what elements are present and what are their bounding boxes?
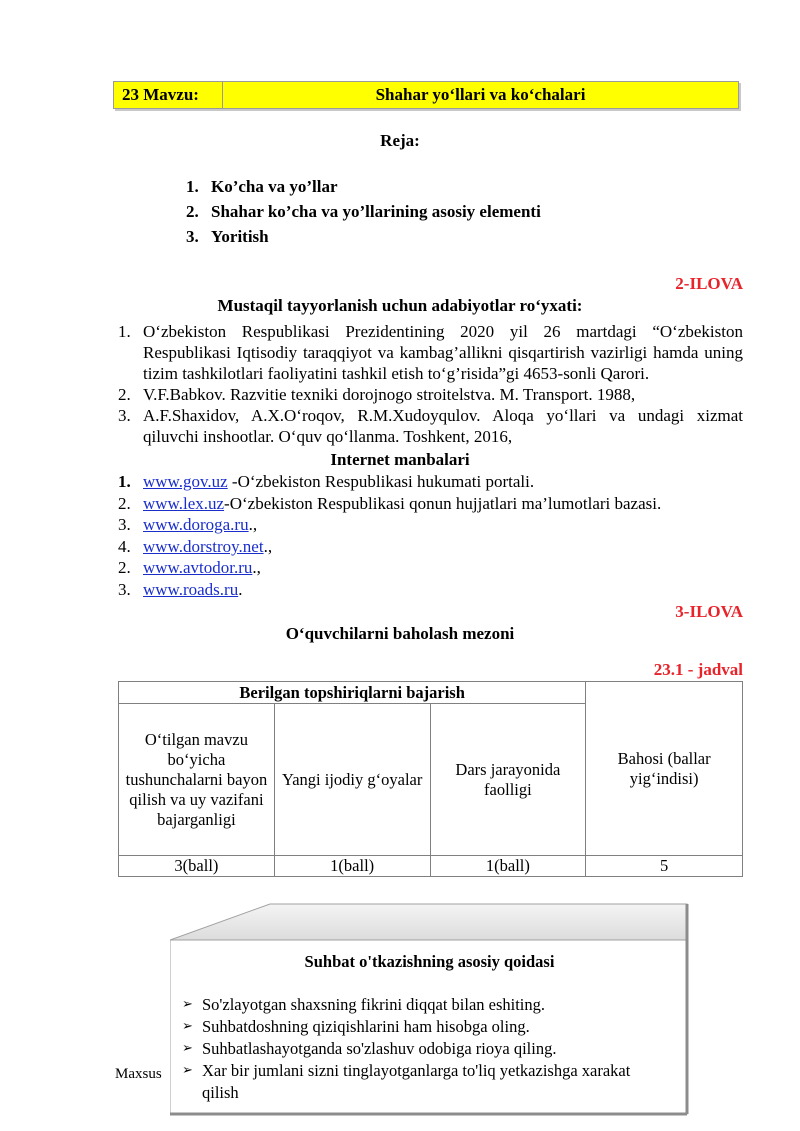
internet-item: 3. www.doroga.ru., [118, 515, 258, 535]
plan-heading: Reja: [380, 131, 420, 150]
link-lex[interactable]: www.lex.uz [143, 493, 225, 513]
link-doroga[interactable]: www.doroga.ru [143, 515, 249, 535]
literature-heading: Mustaqil tayyorlanish uchun adabiyotlar ro‘yxati: [217, 296, 583, 315]
table-label: 23.1 - jadval [653, 660, 743, 679]
internet-list [118, 471, 661, 601]
rule-item: ➢ Xar bir jumlani sizni tinglayotganlarga to'liq yetkazishga xarakat qilish [182, 1061, 631, 1102]
arrow-bullet-icon: ➢ [182, 1063, 193, 1078]
literature-item: 1. O‘zbekiston Respublikasi Prezidentining 2020 yil 26 martdagi “O‘zbekiston Respublikasi Iqtisodiy taraqqiyot va kambag’allikni qisqartirish vazirligi hamda uning tizim tashkilotlari faoliyatini tashkil etish to‘g’risida”gi 4653-sonli Qarori. [118, 322, 743, 383]
topic-bar [113, 81, 739, 109]
rules-list [182, 994, 632, 1104]
topic-number: 23 Mavzu: [114, 82, 223, 108]
literature-item: 2. V.F.Babkov. Razvitie texniki dorojnogo stroitelstva. M. Transport. 1988, [118, 385, 636, 404]
arrow-bullet-icon: ➢ [182, 997, 193, 1012]
plan-item: 3. Yoritish [186, 227, 269, 246]
footer-text: Maxsus [115, 1066, 162, 1082]
internet-heading: Internet manbalari [330, 450, 470, 469]
table-cell: 1(ball) [274, 856, 430, 877]
topic-title: Shahar yo‘llari va ko‘chalari [375, 85, 586, 104]
literature-list [118, 321, 743, 447]
table-col-total: Bahosi (ballar yig‘indisi) [586, 682, 743, 856]
rule-item: ➢ Suhbatdoshning qiziqishlarini ham hisobga oling. [182, 1017, 530, 1036]
criteria-heading: O‘quvchilarni baholash mezoni [285, 624, 515, 643]
rule-item: ➢ So'zlayotgan shaxsning fikrini diqqat bilan eshiting. [182, 995, 546, 1014]
link-dorstroy[interactable]: www.dorstroy.net [143, 536, 264, 556]
plan-item: 2. Shahar ko’cha va yo’llarining asosiy elementi [186, 202, 541, 221]
conversation-rules-card [170, 902, 689, 1116]
internet-item: 3. www.roads.ru. [118, 579, 243, 599]
literature-item: 3. A.F.Shaxidov, A.X.O‘roqov, R.M.Xudoyqulov. Aloqa yo‘llari va undagi xizmat qiluvchi inshootlar. O‘quv qo‘llanma. Toshkent, 2016, [118, 406, 743, 446]
internet-item: 1. www.gov.uz -O‘zbekiston Respublikasi hukumati portali. [118, 472, 535, 491]
arrow-bullet-icon: ➢ [182, 1019, 193, 1034]
table-group-header: Berilgan topshiriqlarni bajarish [119, 682, 586, 704]
link-gov[interactable]: www.gov.uz [143, 472, 228, 491]
link-avtodor[interactable]: www.avtodor.ru [143, 558, 253, 578]
table-col-activity: Dars jarayonida faolligi [430, 704, 586, 856]
grading-table [118, 681, 743, 877]
card-title: Suhbat o'tkazishning asosiy qoidasi [304, 952, 555, 971]
table-cell: 1(ball) [430, 856, 586, 877]
table-col-knowledge: O‘tilgan mavzu bo‘yicha tushunchalarni bayon qilish va uy vazifani bajarganligi [119, 704, 275, 856]
rule-item: ➢ Suhbatlashayotganda so'zlashuv odobiga rioya qiling. [182, 1039, 557, 1058]
internet-item: 4. www.dorstroy.net., [118, 536, 273, 556]
table-cell: 5 [586, 856, 743, 877]
appendix-2-label: 2-ILOVA [675, 274, 743, 293]
internet-item: 2. www.lex.uz-O‘zbekiston Respublikasi qonun hujjatlari ma’lumotlari bazasi. [118, 493, 662, 513]
appendix-3-label: 3-ILOVA [675, 602, 743, 621]
plan-item: 1. Ko’cha va yo’llar [186, 177, 338, 196]
link-roads[interactable]: www.roads.ru [143, 579, 239, 599]
plan-list [186, 174, 541, 249]
table-cell: 3(ball) [119, 856, 275, 877]
table-col-ideas: Yangi ijodiy g‘oyalar [274, 704, 430, 856]
internet-item: 2. www.avtodor.ru., [118, 558, 261, 578]
arrow-bullet-icon: ➢ [182, 1041, 193, 1056]
